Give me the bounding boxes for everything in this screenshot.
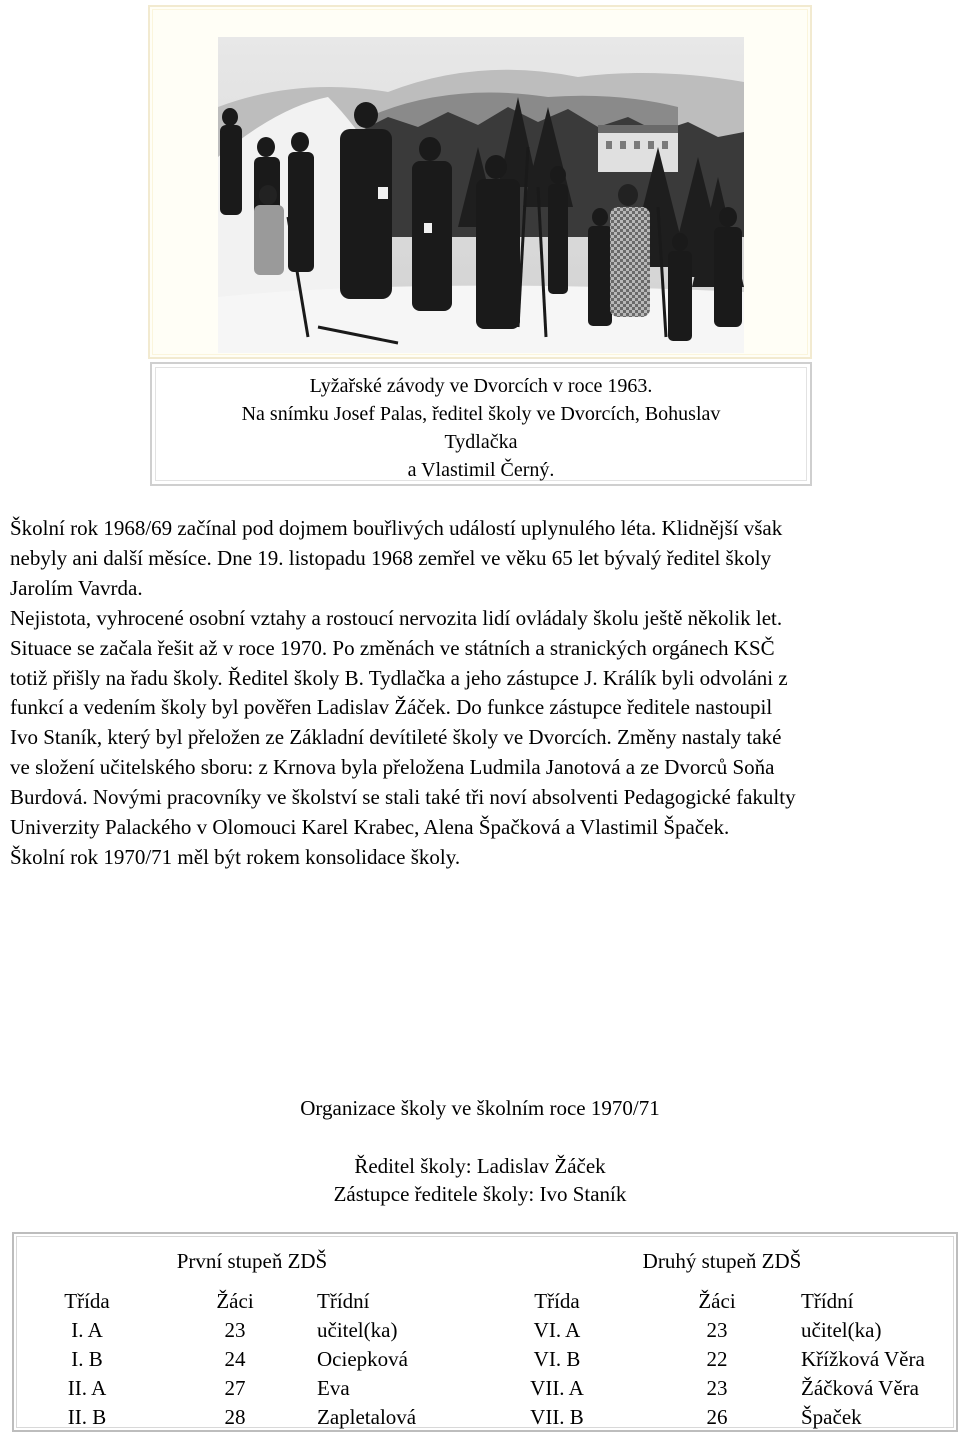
table-cell: Žáčková Věra [801, 1376, 919, 1400]
first-stage-pupils-column [185, 1287, 285, 1432]
table-cell: učitel(ka) [801, 1318, 882, 1342]
table-cell: I. A [71, 1318, 103, 1342]
table-cell: 22 [706, 1347, 728, 1371]
table-cell: 23 [706, 1376, 728, 1400]
paragraph-line: Univerzity Palackého v Olomouci Karel Krabec, Alena Špačková a Vlastimil Špaček. [10, 815, 730, 840]
paragraph-line: ve složení učitelského sboru: z Krnova byla přeložena Ludmila Janotová a ze Dvorců Soňa [10, 755, 775, 780]
table-cell: Křížková Věra [801, 1347, 925, 1371]
paragraph-line: Burdová. Novými pracovníky ve školství se stali také tři noví absolventi Pedagogické fakulty [10, 785, 796, 810]
column-header-pupils: Žáci [216, 1289, 254, 1313]
paragraph-line: Nejistota, vyhrocené osobní vztahy a rostoucí nervozita lidí ovládaly školu ještě několik let. [10, 605, 783, 630]
table-cell: VI. A [533, 1318, 581, 1342]
table-cell: Špaček [801, 1405, 862, 1429]
column-header-class: Třída [534, 1289, 580, 1313]
column-header-teacher: Třídní [801, 1289, 854, 1313]
caption-line: Lyžařské závody ve Dvorcích v roce 1963. [309, 375, 653, 397]
table-cell: učitel(ka) [317, 1318, 398, 1342]
caption-line: Tydlačka [444, 431, 518, 453]
paragraph-line: Jarolím Vavrda. [10, 575, 143, 600]
table-cell: 26 [706, 1405, 728, 1429]
first-stage-title: První stupeň ZDŠ [176, 1249, 328, 1273]
ski-race-photo-drawing [218, 37, 744, 353]
table-cell: VII. A [530, 1376, 584, 1400]
table-cell: VI. B [533, 1347, 581, 1371]
column-header-pupils: Žáci [698, 1289, 736, 1313]
table-cell: II. B [67, 1405, 107, 1429]
second-stage-class-column [497, 1287, 617, 1432]
first-stage-class-column [27, 1287, 147, 1432]
table-cell: Eva [317, 1376, 350, 1400]
photo-frame [148, 5, 812, 359]
photo-caption-inner [155, 367, 807, 481]
classes-table [12, 1232, 958, 1432]
paragraph-line: Ivo Staník, který byl přeložen ze Základní devítileté školy ve Dvorcích. Změny nastaly také [10, 725, 782, 750]
second-stage-teacher-column [801, 1287, 957, 1432]
table-cell: II. A [67, 1376, 107, 1400]
history-paragraph [10, 514, 950, 873]
second-stage-title: Druhý stupeň ZDŠ [642, 1249, 802, 1273]
paragraph-line: Školní rok 1970/71 měl být rokem konsolidace školy. [10, 844, 461, 869]
table-cell: VII. B [530, 1405, 584, 1429]
table-cell: 23 [706, 1318, 728, 1342]
ski-race-photo [218, 37, 744, 353]
table-cell: Zapletalová [317, 1405, 417, 1429]
column-header-teacher: Třídní [317, 1289, 370, 1313]
paragraph-line: Situace se začala řešit až v roce 1970. Po změnách ve státních a stranických orgánech KSČ [10, 635, 775, 660]
caption-line: Na snímku Josef Palas, ředitel školy ve Dvorcích, Bohuslav [241, 403, 721, 425]
table-cell: I. B [71, 1347, 103, 1371]
second-stage-pupils-column [667, 1287, 767, 1432]
organization-title: Organizace školy ve školním roce 1970/71 [300, 1096, 660, 1120]
classes-table-inner [16, 1236, 954, 1428]
first-stage-teacher-column [317, 1287, 477, 1432]
table-cell: 23 [224, 1318, 246, 1342]
paragraph-line: totiž přišly na řadu školy. Ředitel školy B. Tydlačka a jeho zástupce J. Králík byli odvoláni z [10, 665, 788, 690]
table-cell: 28 [224, 1405, 246, 1429]
paragraph-line: funkcí a vedením školy byl pověřen Ladislav Žáček. Do funkce zástupce ředitele nastoupil [10, 695, 773, 720]
deputy-line: Zástupce ředitele školy: Ivo Staník [333, 1182, 627, 1206]
table-cell: 27 [224, 1376, 246, 1400]
director-line: Ředitel školy: Ladislav Žáček [354, 1154, 606, 1178]
table-cell: 24 [224, 1347, 246, 1371]
table-cell: Ociepková [317, 1347, 408, 1371]
paragraph-line: nebyly ani další měsíce. Dne 19. listopadu 1968 zemřel ve věku 65 let bývalý ředitel školy [10, 545, 772, 570]
caption-line: a Vlastimil Černý. [407, 459, 555, 481]
column-header-class: Třída [64, 1289, 110, 1313]
photo-caption-box [150, 362, 812, 486]
paragraph-line: Školní rok 1968/69 začínal pod dojmem bouřlivých událostí uplynulého léta. Klidnější však [10, 516, 783, 540]
